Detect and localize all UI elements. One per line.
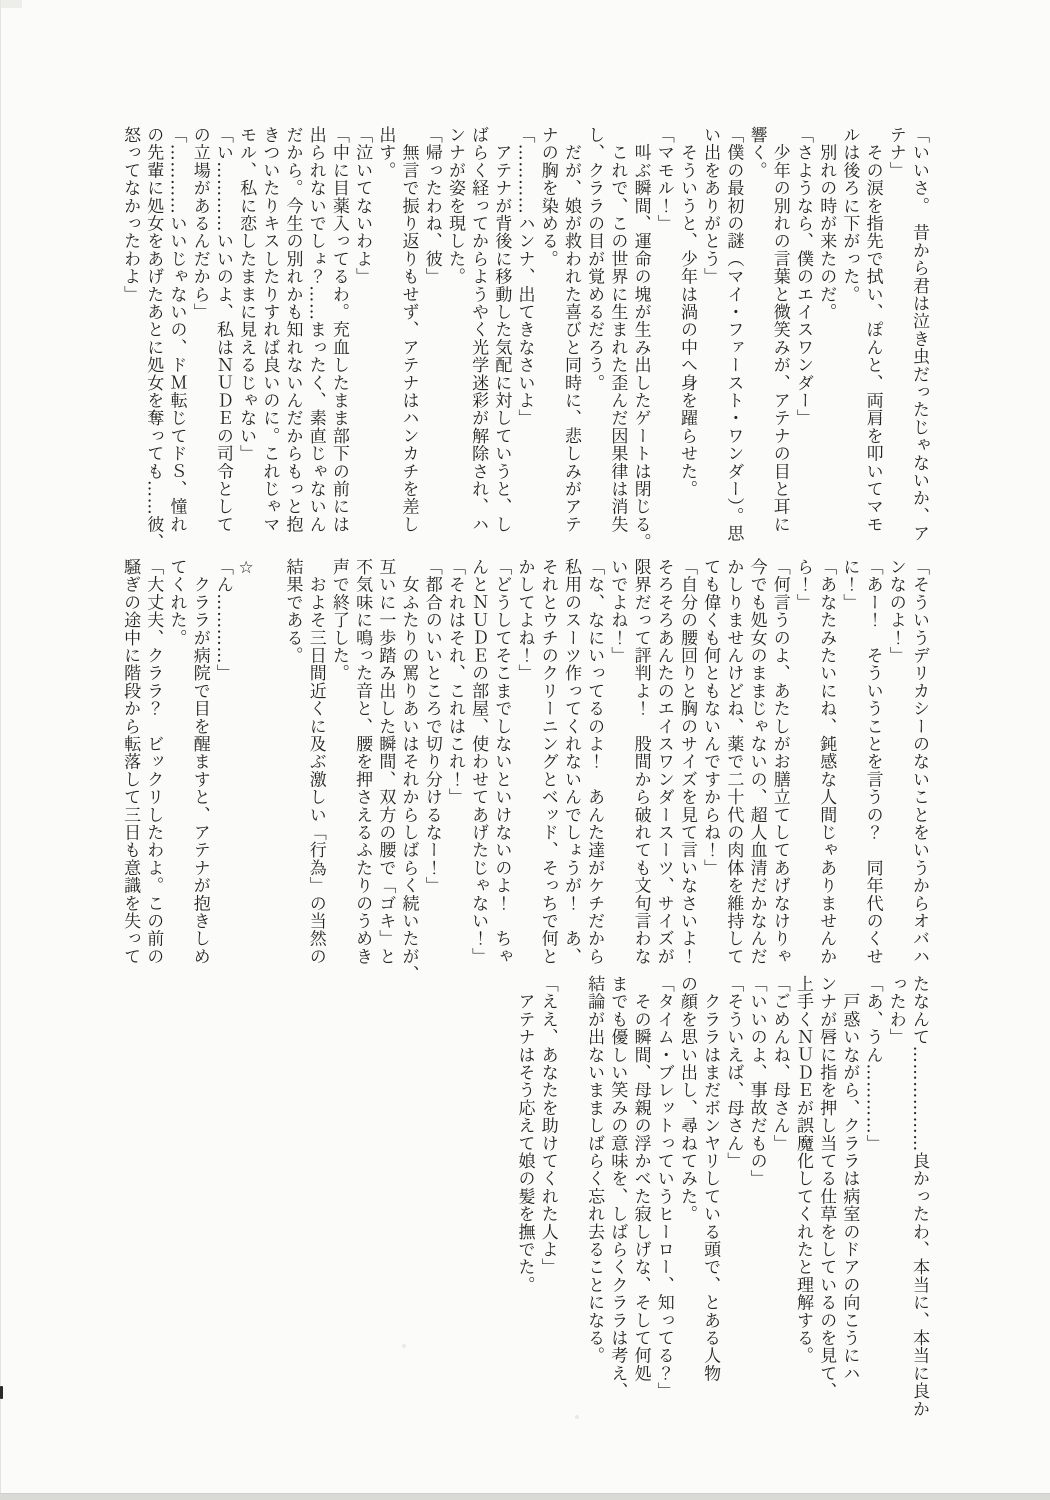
text-column: 「タイム・ブレットっていうヒーロー、知ってる？」 [653,975,674,1400]
text-column: それとウチのクリーニングとベッド、そっちで何と [537,558,558,966]
scan-artifact-top-left [0,0,22,8]
text-column: その涙を指先で拭い、ぽんと、両肩を叩いてマモ [862,126,883,534]
text-column: 怒ってなかったわよ」 [120,126,141,303]
text-column: 「中に目薬入ってるわ。充血したまま部下の前には [328,126,349,534]
text-column: の先輩に処女をあげたあとに処女を奪っても……彼、 [143,126,164,551]
text-column: 「泣いてないわよ」 [352,126,373,286]
text-column: 戸惑いながら、クララは病室のドアの向こうにハ [839,975,860,1383]
text-column: 結論が出ないまましばらく忘れ去ることになる。 [584,975,605,1365]
text-column: までも優しい笑みの意味を、しばらくクララは考え、 [607,975,628,1400]
blank-column [257,558,280,992]
text-column: テナ」 [885,126,906,180]
text-column: その瞬間、母親の浮かべた寂しげな、そして何処 [630,975,651,1383]
text-column: きついたりキスしたりすれば良いのに。これじゃマ [259,126,280,534]
text-column: 「僕の最初の謎（マイ・ファースト・ワンダー）。思 [723,126,744,543]
text-column: およそ三日間近くに及ぶ激しい「行為」の当然の [305,558,326,966]
text-column: ナの胸を染める。 [537,126,558,268]
text-column: し、クララの目が覚めるだろう。 [584,126,605,392]
text-column: ンなのよ！」 [885,558,906,665]
text-column: んとＮＵＤＥの部屋、使わせてあげたじゃない！」 [468,558,489,966]
vertical-text-block-bottom [512,975,930,1427]
text-column: 私用のスーツ作ってくれないんでしょうが！ あ、 [560,558,581,966]
text-column: ったわ」 [885,975,906,1046]
text-column: てくれた。 [166,558,187,647]
text-column: い出をありがとう」 [700,126,721,286]
text-column: 「ええ、あなたを助けてくれた人よ」 [537,975,558,1276]
text-column: 少年の別れの言葉と微笑みが、アテナの目と耳に [769,126,790,534]
text-column: 限界だって評判よ！ 股間から破れても文句言わな [630,558,651,966]
text-column: 「どうしてそこまでしないといけないのよ！ ちゃ [491,558,512,966]
text-column: ☆ [236,558,257,579]
text-column: 声で終了した。 [328,558,349,682]
text-column: ルは後ろに下がった。 [839,126,860,303]
scan-artifact-left-edge [0,0,1,1500]
text-column: 「いいのよ、事故だもの」 [746,975,767,1188]
text-column: 「あなたみたいにね、鈍感な人間じゃありませんか [816,558,837,966]
text-column: 「マモル！」 [653,126,674,233]
text-column: 「いいさ。 昔から君は泣き虫だったじゃないか、ア [909,126,929,543]
text-column: 騒ぎの途中に階段から転落して三日も意識を失って [120,558,141,966]
text-column: かしりませんけどね、薬で二十代の肉体を維持して [723,558,744,966]
text-column: 「何言うのよ、あたしがお膳立てしてあげなけりゃ [769,558,790,966]
text-column: 「あー！ そういうことを言うの？ 同年代のくせ [862,558,883,966]
text-column: 互いに一歩踏み出した瞬間、双方の腰で「ゴキ」と [375,558,396,966]
text-column: ンナが姿を現した。 [444,126,465,286]
vertical-text-block-middle [118,558,930,992]
text-column: 女ふたりの罵りあいはそれからしばらく続いたが、 [398,558,419,983]
text-column: ンナが唇に指を押し当てる仕草をしているのを見て、 [816,975,837,1400]
text-column: いでよね！」 [607,558,628,665]
scan-artifact-bottom-edge [0,1493,1050,1500]
text-column: ても偉くも何ともないんですからね！」 [700,558,721,877]
text-column: たなんて………………良かったわ、本当に、本当に良か [909,975,929,1418]
text-column: そろそろあんたのエイスワンダースーツ、サイズが [653,558,674,966]
text-column: アテナが背後に移動した気配に対していうと、し [491,126,512,534]
blank-column [559,975,582,1427]
text-column: 「帰ったわね、彼」 [421,126,442,286]
text-column: の立場があるんだから」 [189,126,210,321]
scan-dust-speck [402,1344,406,1348]
text-column: 「そういうデリカシーのないことをいうからオバハ [909,558,929,966]
text-column: 「大丈夫、クララ？ ビックリしたわよ。この前の [143,558,164,966]
text-column: 出す。 [375,126,396,180]
text-column: そういうと、少年は渦の中へ身を躍らせた。 [676,126,697,498]
text-column: 出られないでしょ？……まったく、素直じゃないん [305,126,326,534]
text-column: かしてよね！」 [514,558,535,682]
text-column: クララが病院で目を醒ますと、アテナが抱きしめ [189,558,210,966]
scan-artifact-left-mark [0,1386,3,1399]
text-column: 「な、なにいってるのよ！ あんた達がケチだから [584,558,605,966]
text-column: 上手くＮＵＤＥが誤魔化してくれたと理解する。 [792,975,813,1365]
text-column: 結果である。 [282,558,303,665]
vertical-text-block-top [118,126,930,558]
text-column: モル、私に恋したままに見えるじゃない」 [236,126,257,463]
text-column: 「ごめんね、母さん」 [769,975,790,1152]
text-column: 叫ぶ瞬間、運命の塊が生み出したゲートは閉じる。 [630,126,651,551]
text-column: 別れの時が来たのだ。 [816,126,837,321]
text-column: だが、娘が救われた喜びと同時に、悲しみがアテ [560,126,581,534]
text-column: 不気味に鳴った音と、腰を押さえるふたりのうめき [352,558,373,966]
text-column: 今でも処女のままじゃないの、超人血清だかなんだ [746,558,767,966]
text-column: に！」 [839,558,860,612]
text-column: 「い…………いいのよ、私はＮＵＤＥの司令として [212,126,233,534]
text-column: アテナはそう応えて娘の髪を撫でた。 [514,975,535,1294]
text-column: 「それはそれ、これはこれ！」 [444,558,465,806]
text-column: 「そういえば、母さん」 [723,975,744,1170]
text-column: 「…………いいじゃないの、ドＭ転じてドＳ、憧れ [166,126,187,534]
text-column: 「都合のいいところで切り分けるなー！」 [421,558,442,895]
text-column: 「ん…………」 [212,558,233,682]
text-column: これで、この世界に生まれた歪んだ因果律は消失 [607,126,628,534]
text-column: だから。今生の別れかも知れないんだからもっと抱 [282,126,303,534]
text-column: 「さようなら、僕のエイスワンダー」 [792,126,813,427]
text-column: の顔を思い出し、尋ねてみた。 [676,975,697,1223]
text-column: 「あ、うん…………」 [862,975,883,1152]
text-column: 「自分の腰回りと胸のサイズを見て言いなさいよ！ [676,558,697,966]
text-column: 「…………ハンナ、出てきなさいよ」 [514,126,535,427]
text-column: 無言で振り返りもせず、アテナはハンカチを差し [398,126,419,534]
text-column: ら！」 [792,558,813,612]
text-column: 響く。 [746,126,767,180]
scan-dust-speck [575,1415,579,1419]
text-column: クララはまだボンヤリしている頭で、とある人物 [700,975,721,1383]
text-column: ばらく経ってからようやく光学迷彩が解除され、ハ [468,126,489,534]
